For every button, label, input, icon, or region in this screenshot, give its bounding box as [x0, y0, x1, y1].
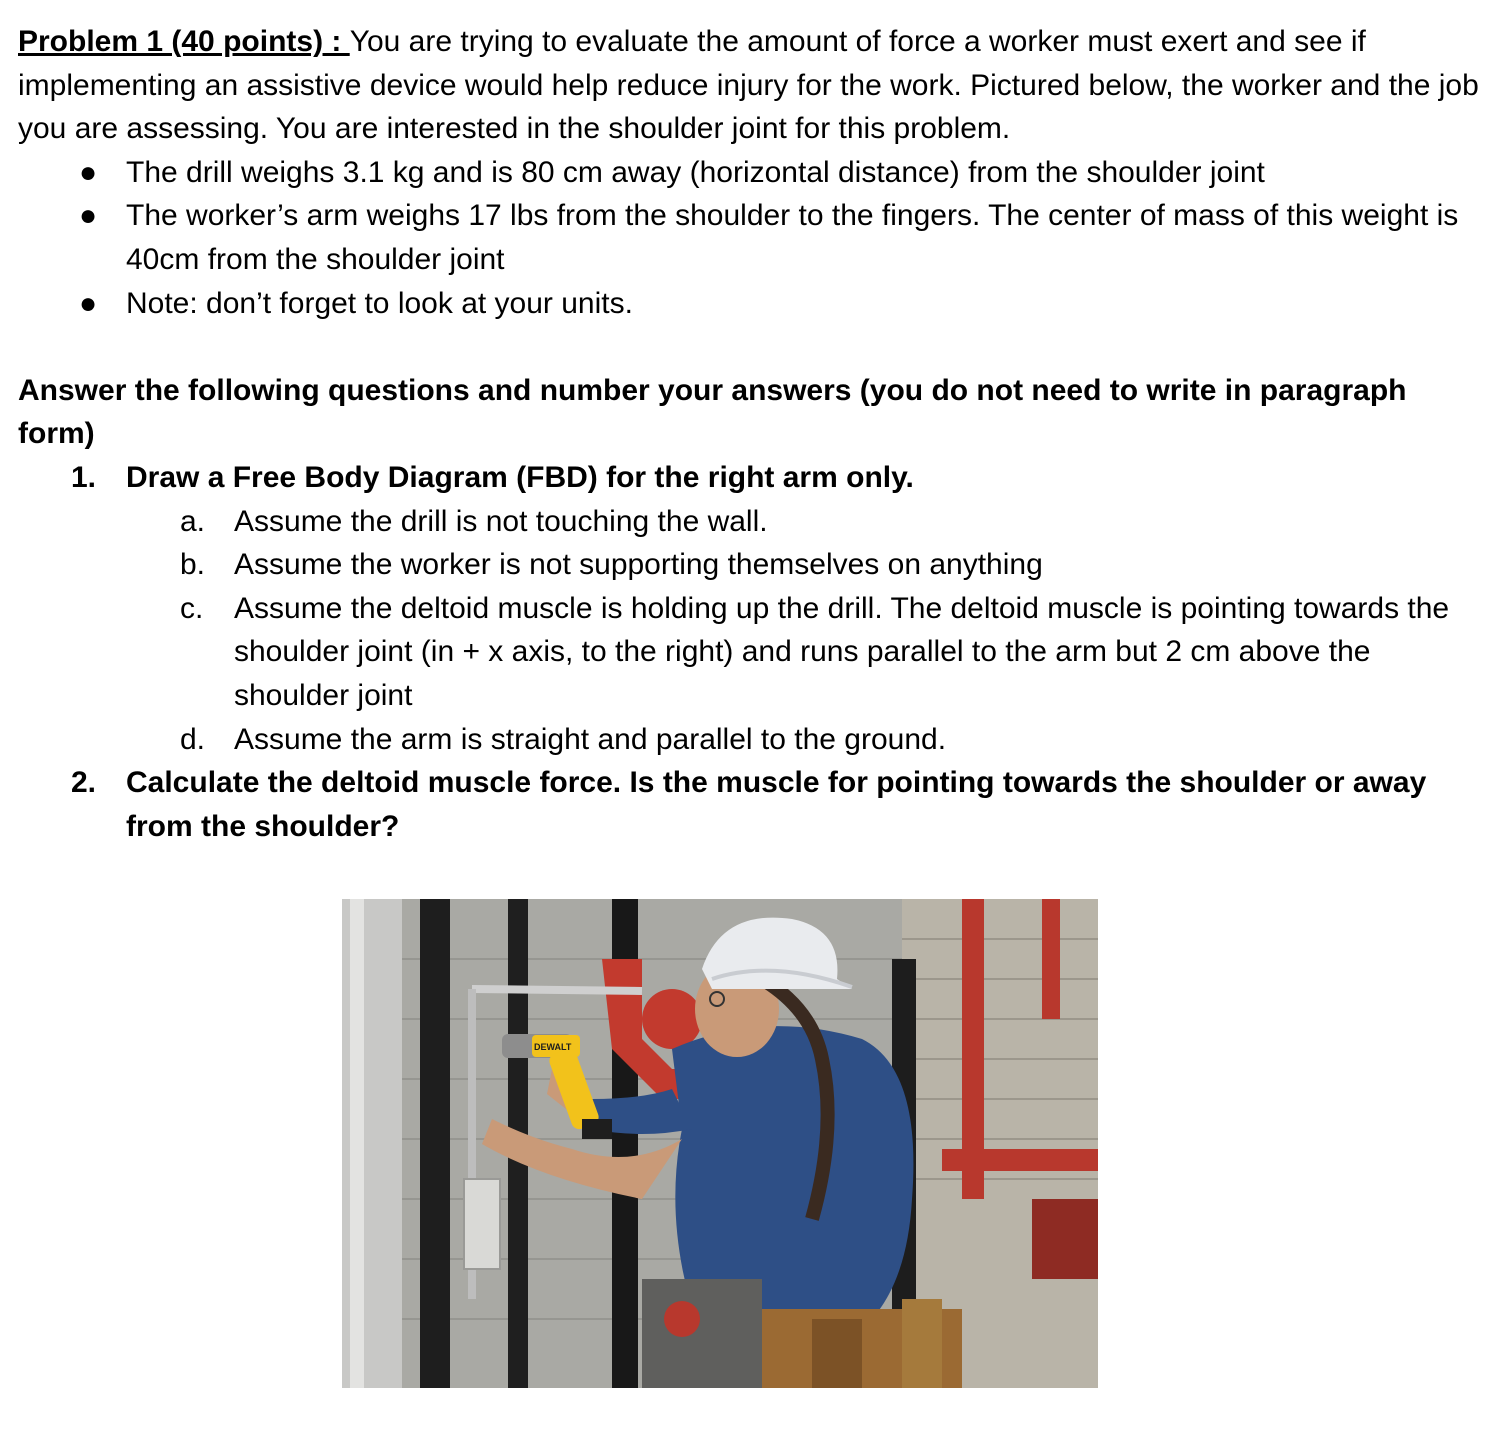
problem-intro-text: You are trying to evaluate the amount of force a worker must exert and see if implementing an assistive device would help reduce injury for the work. Pictured below, the worker and the job you are assessing. You are interested in the shoulder joint for this problem. — [18, 25, 1479, 146]
bullet-icon: ● — [79, 155, 98, 189]
problem-heading: Problem 1 (40 points) : — [18, 25, 350, 58]
question-1-subitem-b — [18, 543, 1488, 587]
question-number: 2. — [71, 766, 97, 800]
question-1-subitem-d — [18, 718, 1488, 762]
subitem-text: Assume the worker is not supporting themselves on anything — [234, 548, 1043, 582]
given-item-text: The drill weighs 3.1 kg and is 80 cm away (horizontal distance) from the shoulder joint — [126, 155, 1265, 189]
question-number: 1. — [71, 460, 97, 494]
problem-intro — [18, 20, 1488, 151]
question-2 — [18, 761, 1488, 848]
given-item-text: Note: don’t forget to look at your units. — [126, 286, 633, 320]
worker-photo — [342, 899, 1098, 1388]
answer-instructions: Answer the following questions and number your answers (you do not need to write in paragraph form) — [18, 373, 1407, 451]
drill-brand-label: DEWALT — [534, 1042, 572, 1052]
question-1-subitem-c — [18, 587, 1488, 718]
subitem-label: d. — [180, 722, 206, 756]
question-1 — [18, 456, 1488, 500]
worker-photo-illustration — [342, 899, 1098, 1388]
subitem-text: Assume the arm is straight and parallel to the ground. — [234, 722, 947, 756]
subitem-text: Assume the deltoid muscle is holding up the drill. The deltoid muscle is pointing towards the shoulder joint (in + x axis, to the right) and runs parallel to the arm but 2 cm above the shoulder joint — [234, 591, 1450, 712]
question-1-subitem-a — [18, 500, 1488, 544]
given-item — [18, 282, 1488, 326]
given-item-text: The worker’s arm weighs 17 lbs from the shoulder to the fingers. The center of mass of this weight is 40cm from the shoulder joint — [126, 199, 1459, 276]
question-text: Draw a Free Body Diagram (FBD) for the right arm only. — [126, 460, 914, 494]
given-item — [18, 151, 1488, 195]
given-item — [18, 194, 1488, 281]
problem-document — [18, 20, 1488, 848]
bullet-icon: ● — [79, 286, 98, 320]
subitem-label: c. — [180, 591, 204, 625]
subitem-text: Assume the drill is not touching the wall. — [234, 504, 768, 538]
subitem-label: b. — [180, 548, 206, 582]
subitem-label: a. — [180, 504, 206, 538]
question-text: Calculate the deltoid muscle force. Is the muscle for pointing towards the shoulder or away from the shoulder? — [126, 766, 1427, 843]
bullet-icon: ● — [79, 199, 98, 233]
given-data-list — [18, 151, 1488, 325]
spacer — [18, 325, 1488, 369]
